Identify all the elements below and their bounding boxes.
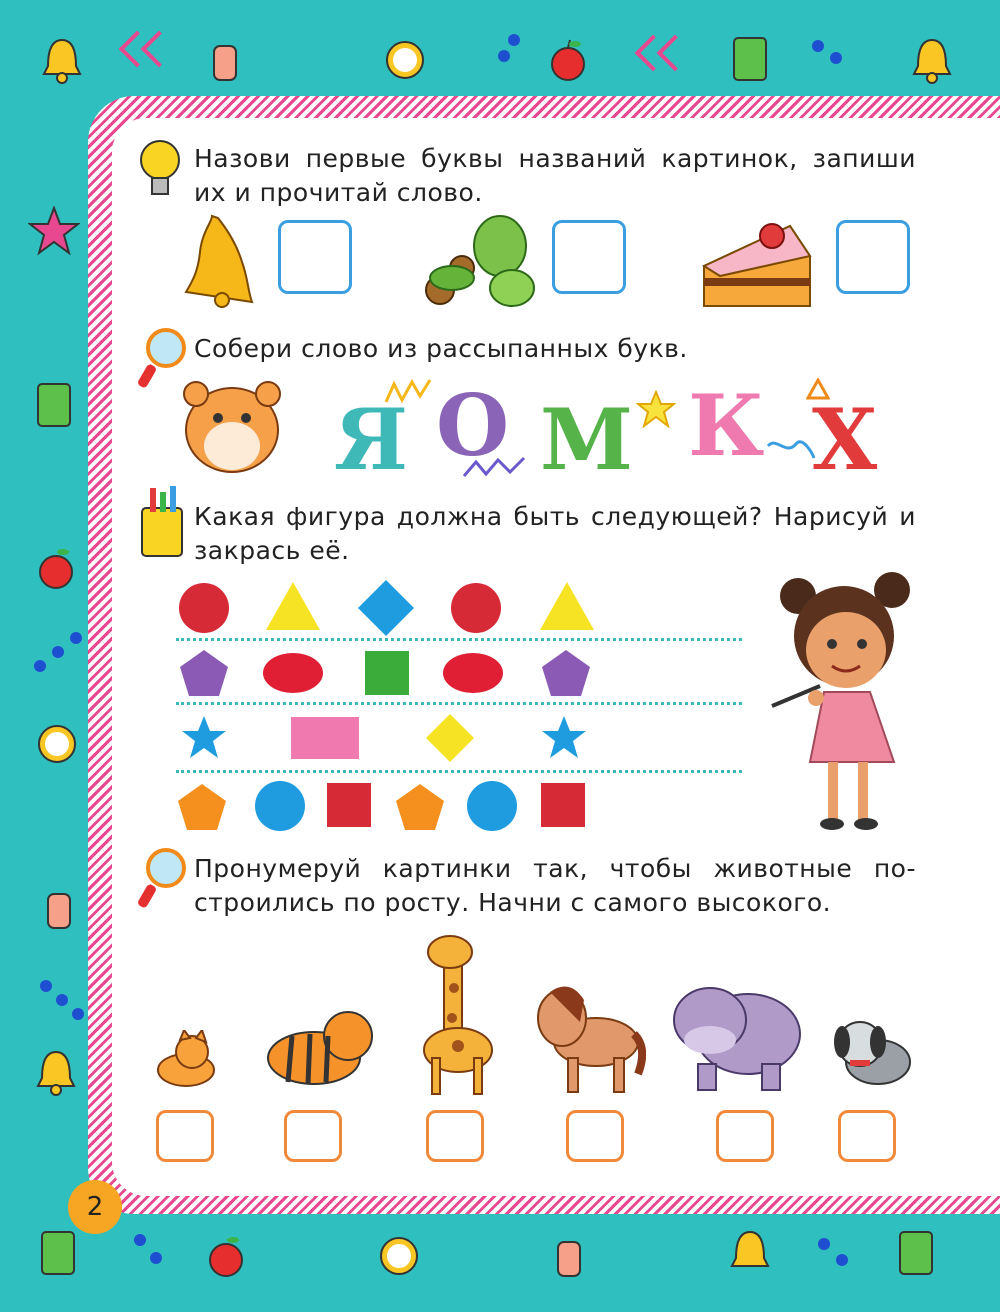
yellow-diamond <box>424 712 476 768</box>
left-decor-apple <box>36 546 76 594</box>
hazelnut-picture <box>412 206 538 314</box>
bottom-decor-pencil <box>552 1232 586 1284</box>
kitten-picture <box>144 1030 224 1096</box>
task-1-text: Назови первые буквы названий картинок, запиши их и прочитай слово. <box>194 144 916 207</box>
decor-squiggle <box>384 376 434 414</box>
decor-dot <box>72 1008 84 1020</box>
left-decor-book <box>36 382 74 432</box>
blue-star <box>540 714 588 764</box>
giraffe-picture <box>414 928 494 1102</box>
decor-dot <box>508 34 520 46</box>
red-circle <box>450 582 502 638</box>
blue-star <box>180 714 228 764</box>
left-decor-pencil <box>42 884 76 936</box>
decor-dot <box>34 660 46 672</box>
pink-rectangle <box>290 716 360 764</box>
answer-box[interactable] <box>156 1110 214 1162</box>
purple-pentagon <box>178 648 230 702</box>
decor-chevron <box>657 35 694 72</box>
left-decor-star <box>28 206 80 260</box>
red-circle <box>178 582 230 638</box>
bottom-decor-book <box>40 1230 78 1280</box>
answer-box[interactable] <box>838 1110 896 1162</box>
hippo-picture <box>670 968 802 1098</box>
top-decor-book <box>732 36 770 86</box>
dotted-line <box>176 702 742 705</box>
answer-box[interactable] <box>552 220 626 294</box>
magnifier-icon <box>138 326 182 380</box>
page-number: 2 <box>68 1180 122 1234</box>
green-square <box>364 650 410 700</box>
pony-picture <box>530 978 646 1100</box>
letter-k: К <box>688 376 765 475</box>
tiger-picture <box>262 1006 380 1098</box>
answer-box[interactable] <box>566 1110 624 1162</box>
decor-dot <box>134 1234 146 1246</box>
yellow-triangle <box>538 580 596 636</box>
decor-dot <box>812 40 824 52</box>
pencil-cup-icon <box>138 484 182 538</box>
task-2-text: Собери слово из рассыпанных букв. <box>194 334 688 363</box>
top-decor-pencil <box>208 36 242 88</box>
decor-dot <box>56 994 68 1006</box>
cake-picture <box>700 216 812 312</box>
bottom-decor-bell <box>728 1228 772 1282</box>
bottom-decor-book-2 <box>898 1230 936 1280</box>
left-decor-bell <box>34 1048 78 1102</box>
decor-dot <box>52 646 64 658</box>
answer-box[interactable] <box>716 1110 774 1162</box>
hamster-picture <box>182 372 282 480</box>
magnifier-icon <box>138 846 182 900</box>
decor-dot <box>830 52 842 64</box>
answer-box[interactable] <box>426 1110 484 1162</box>
bulb-icon <box>138 138 182 192</box>
top-decor-bell-2 <box>910 36 954 90</box>
answer-box[interactable] <box>284 1110 342 1162</box>
bottom-decor-apple <box>206 1234 246 1282</box>
decor-dot <box>40 980 52 992</box>
blue-circle <box>466 780 518 836</box>
red-square <box>326 782 372 832</box>
star-icon <box>636 390 676 432</box>
decor-squiggle <box>462 452 532 486</box>
decor-chevron <box>141 31 178 68</box>
dotted-line <box>176 638 742 641</box>
puppy-picture <box>826 1012 916 1096</box>
letter-m: М <box>540 390 633 489</box>
decor-triangle <box>806 378 830 404</box>
dotted-line <box>176 770 742 773</box>
girl-painting-picture <box>770 566 920 840</box>
purple-pentagon <box>540 648 592 702</box>
decor-dot <box>818 1238 830 1250</box>
orange-pentagon <box>394 782 446 836</box>
decor-dot <box>70 632 82 644</box>
red-square <box>540 782 586 832</box>
decor-dot <box>836 1254 848 1266</box>
red-ellipse <box>262 652 324 698</box>
top-decor-apple <box>548 38 588 86</box>
task-4-text: Пронумеруй картинки так, чтобы животные по-строились по росту. Начни с самого высокого. <box>194 854 916 917</box>
decor-dot <box>150 1252 162 1264</box>
bell-picture <box>182 212 262 312</box>
top-decor-clock <box>382 34 428 86</box>
blue-diamond <box>356 578 416 642</box>
bottom-decor-clock <box>376 1230 422 1282</box>
blue-circle <box>254 780 306 836</box>
letter-kh: Х <box>812 390 878 489</box>
top-decor-bell <box>40 36 84 90</box>
answer-box[interactable] <box>278 220 352 294</box>
orange-pentagon <box>176 782 228 836</box>
letter-o: О <box>436 376 510 475</box>
decor-squiggle <box>766 432 816 466</box>
letter-ya: Я <box>334 390 409 489</box>
red-ellipse <box>442 652 504 698</box>
decor-dot <box>498 50 510 62</box>
task-3-text: Какая фигура должна быть следующей? Нарисуй и закрась её. <box>194 502 916 565</box>
left-decor-clock <box>34 718 80 770</box>
yellow-triangle <box>264 580 322 636</box>
answer-box[interactable] <box>836 220 910 294</box>
